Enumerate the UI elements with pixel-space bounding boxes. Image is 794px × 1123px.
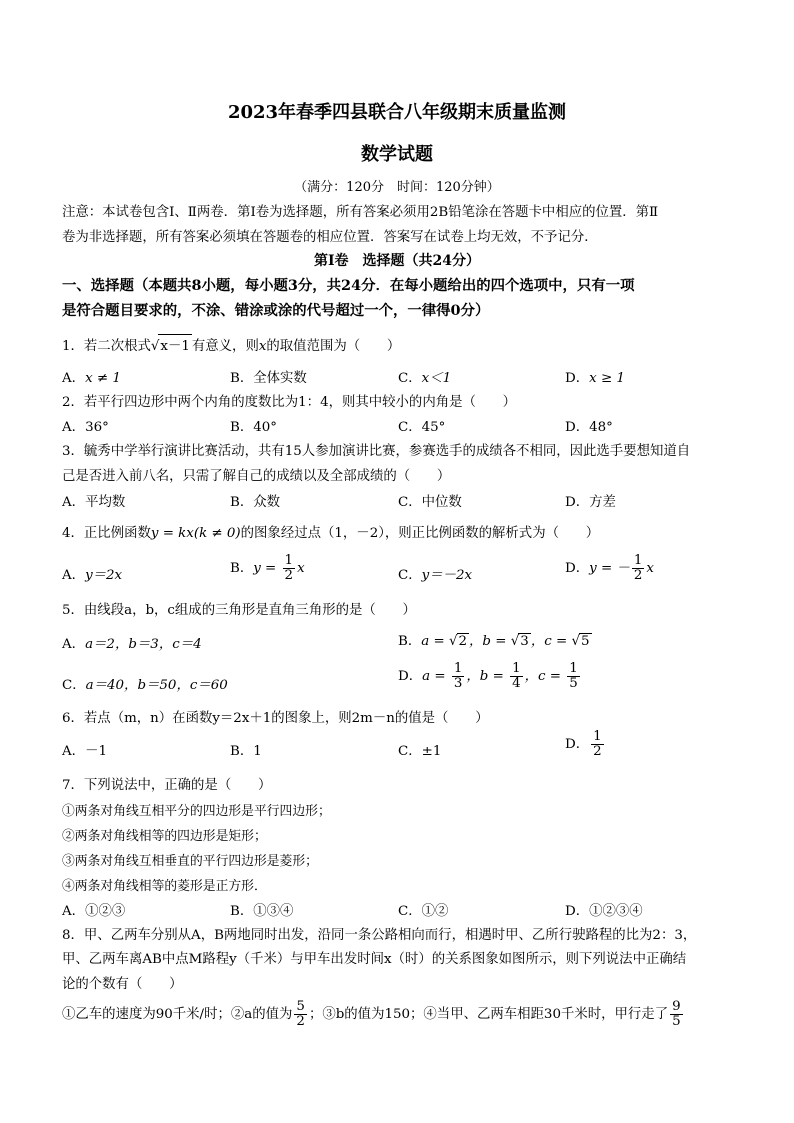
q5-option-c: C．a＝40，b＝50，c＝60 <box>62 678 228 693</box>
q3-option-b: B．众数 <box>230 495 281 510</box>
exam-meta: （满分：120分 时间：120分钟） <box>294 180 500 195</box>
q3-option-c: C．中位数 <box>398 495 462 510</box>
q3-option-a: A．平均数 <box>62 495 126 510</box>
question-3-line-2: 己是否进入前八名，只需了解自己的成绩以及全部成绩的（ ） <box>62 469 451 484</box>
q4-option-d: D．y = － $\frac{1}{2}$ x <box>565 553 654 584</box>
question-3-line-1: 3．毓秀中学举行演讲比赛活动，共有15人参加演讲比赛，参赛选手的成绩各不相同，因此选手要想知道自 <box>62 444 691 459</box>
q4-d-fraction: $\frac{1}{2}$ <box>633 553 643 584</box>
q5-option-a: A．a＝2，b＝3，c＝4 <box>62 637 202 652</box>
q4-option-c: C．y＝－2x <box>398 568 473 583</box>
q7-option-d: D．①②③④ <box>565 904 643 919</box>
q5-option-d: D．a = $\frac{1}{3}$ ，b = $\frac{1}{4}$ ，c = $\frac{1}{5}$ <box>398 661 578 692</box>
q7-statement-1: ①两条对角线互相平分的四边形是平行四边形； <box>62 804 331 819</box>
q1-option-c: C．x＜1 <box>398 371 452 386</box>
q8-fraction-a: $\frac{5}{2}$ <box>296 999 305 1030</box>
q4-function: y = kx(k ≠ 0) <box>150 526 241 541</box>
q6-option-a: A．－1 <box>62 744 107 759</box>
note-line-1: 注意：本试卷包含Ⅰ、Ⅱ两卷．第Ⅰ卷为选择题，所有答案必须用2B铅笔涂在答题卡中相应的位置．第Ⅱ <box>62 205 659 220</box>
q4-option-b: B．y = $\frac{1}{2}$ x <box>230 553 305 584</box>
question-8-line-3: 论的个数有（ ） <box>62 977 183 992</box>
q3-option-d: D．方差 <box>565 495 616 510</box>
q1-radicand: x－1 <box>158 334 191 354</box>
q1-post: 有意义，则 <box>191 339 259 354</box>
q7-statement-3: ③两条对角线互相垂直的平行四边形是菱形； <box>62 854 318 869</box>
q6-option-d: D． $\frac{1}{2}$ <box>565 729 602 760</box>
q1-option-a: A．x ≠ 1 <box>62 371 121 386</box>
q4-option-a: A．y＝2x <box>62 568 123 583</box>
q7-statement-2: ②两条对角线相等的四边形是矩形； <box>62 829 267 844</box>
question-6-stem: 6．若点（m，n）在函数y＝2x＋1的图象上，则2m－n的值是（ ） <box>62 711 489 726</box>
q1-post2: 的取值范围为（ ） <box>266 339 401 354</box>
section-title: 第Ⅰ卷 选择题（共24分） <box>313 253 481 269</box>
q1-var: x <box>258 339 267 354</box>
q1-option-b: B．全体实数 <box>230 371 307 386</box>
sqrt-icon: √ <box>150 339 160 354</box>
question-2-stem: 2．若平行四边形中两个内角的度数比为1：4，则其中较小的内角是（ ） <box>62 395 517 410</box>
note-line-2: 卷为非选择题，所有答案必须填在答题卷的相应位置．答案写在试卷上均无效，不予记分． <box>62 230 598 245</box>
q6-option-b: B．1 <box>230 744 262 759</box>
question-4-stem: 4．正比例函数y = kx(k ≠ 0)的图象经过点（1，－2），则正比例函数的解析式为（ ） <box>62 526 600 541</box>
section-instruction-2: 是符合题目要求的，不涂、错涂或涂的代号超过一个，一律得0分） <box>62 302 490 319</box>
exam-title: 2023年春季四县联合八年级期末质量监测 <box>227 102 567 123</box>
question-8-line-1: 8．甲、乙两车分别从A，B两地同时出发，沿同一条公路相向而行，相遇时甲、乙所行驶路程的比为2：3， <box>62 928 697 943</box>
q4-b-fraction: $\frac{1}{2}$ <box>284 553 294 584</box>
q1-pre: 1．若二次根式 <box>62 339 151 354</box>
q2-option-d: D．48° <box>565 420 613 435</box>
q6-option-c: C．±1 <box>398 744 442 759</box>
question-7-stem: 7．下列说法中，正确的是（ ） <box>62 778 272 793</box>
q8-fraction-b: $\frac{9}{5}$ <box>672 999 681 1030</box>
q7-option-b: B．①③④ <box>230 904 294 919</box>
exam-subtitle: 数学试题 <box>361 144 433 165</box>
q2-option-c: C．45° <box>398 420 446 435</box>
question-8-line-4: ①乙车的速度为90千米/时；②a的值为 $\frac{5}{2}$ ；③b的值为150；④当甲、乙两车相距30千米时，甲行走了 $\frac{9}{5}$ <box>62 999 681 1030</box>
q2-option-b: B．40° <box>230 420 277 435</box>
question-1-stem <box>62 334 400 354</box>
section-instruction-1: 一、选择题（本题共8小题，每小题3分，共24分．在每小题给出的四个选项中，只有一项 <box>62 277 635 294</box>
q7-option-a: A．①②③ <box>62 904 126 919</box>
q7-option-c: C．①② <box>398 904 449 919</box>
question-8-line-2: 甲、乙两车离AB中点M路程y（千米）与甲车出发时间x（时）的关系图象如图所示，则下列说法中正确结 <box>62 952 687 967</box>
q5-option-b: B．a = √2 ，b = √3 ，c = √5 <box>398 634 590 649</box>
q1-option-d: D．x ≥ 1 <box>565 371 625 386</box>
question-5-stem: 5．由线段a，b，c组成的三角形是直角三角形的是（ ） <box>62 603 416 618</box>
q7-statement-4: ④两条对角线相等的菱形是正方形． <box>62 879 267 894</box>
q2-option-a: A．36° <box>62 420 109 435</box>
